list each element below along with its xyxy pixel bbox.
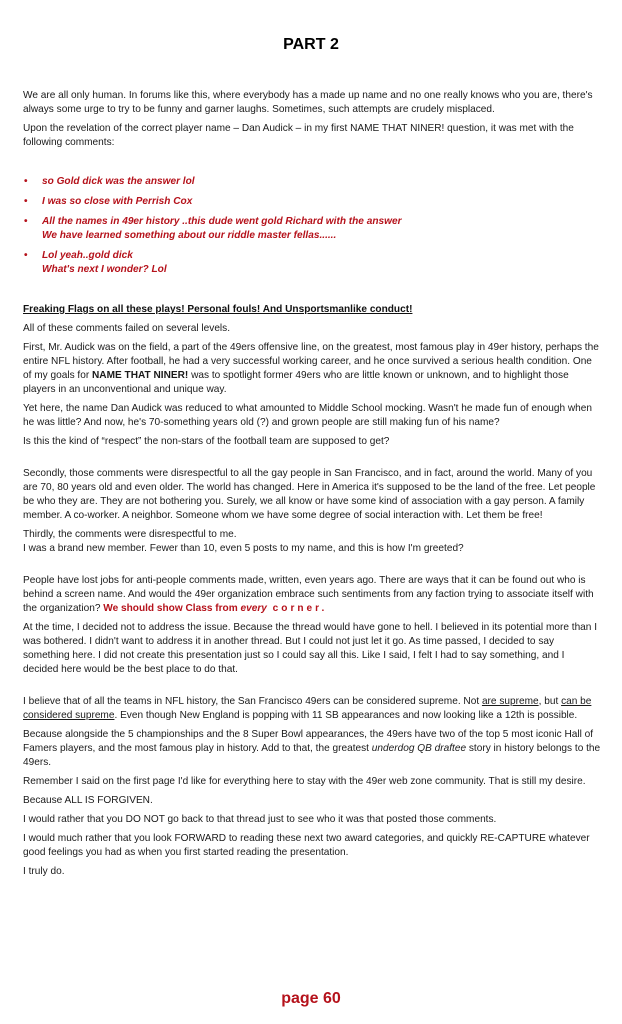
text-run: Thirdly, the comments were disrespectful to me.	[23, 529, 237, 540]
bullet-icon: •	[24, 176, 28, 187]
body-paragraph: Yet here, the name Dan Audick was reduced to what amounted to Middle School mocking. Wasn't he made fun of enough when he was little? And now, he's 70-something years old (?) and grown people are still making fun of his name?	[23, 403, 593, 428]
body-paragraph	[23, 528, 601, 556]
bullet-icon: •	[24, 196, 28, 207]
page-number: page 60	[281, 990, 341, 1007]
bullet-icon: •	[24, 216, 28, 227]
emphasis-text: We should show Class from	[103, 603, 241, 614]
text-run: First, Mr. Audick was on the field, a part of the 49ers offensive line, on the greatest, most famous play in 49er history, perhaps the entire NFL history. After football, he had a very successful working career, and he once survived a serious health condition. One of my goals for	[23, 342, 599, 381]
comment-text: We have learned something about our riddle master fellas......	[42, 230, 337, 241]
comment-text: Lol yeah..gold dick	[42, 250, 133, 261]
emphasis-text: every	[240, 603, 267, 614]
underlined-text: are supreme	[481, 696, 539, 707]
body-paragraph	[23, 695, 601, 723]
text-run: story in history belongs to the 49ers.	[23, 743, 601, 768]
body-paragraph: I would much rather that you look FORWARD to reading these next two award categories, and quickly RE-CAPTURE whatever good feelings you had as when you first started reading the presentation.	[23, 833, 590, 858]
italic-text: underdog QB draftee	[371, 743, 467, 754]
text-run: People have lost jobs for anti-people comments made, written, even years ago. There are ways that it can be found out who is behind a screen name. And would the 49er organization embrace such sentiments from any faction trying to associate itself with the organization?	[23, 575, 594, 614]
document-body	[23, 89, 601, 884]
page-title: PART 2	[283, 36, 339, 53]
underlined-text: can be considered supreme	[23, 696, 592, 721]
comment-text: All the names in 49er history ..this dude went gold Richard with the answer	[42, 216, 402, 227]
text-run: Because alongside the 5 championships and the 8 Super Bowl appearances, the 49ers have two of the top 5 most iconic Hall of Famers players, and the most famous play in history. Add to that, the greatest	[23, 729, 594, 754]
text-run: . Even though New England is popping with 11 SB appearances and now looking like a 12th is possible.	[114, 710, 578, 721]
comment-text: I was so close with Perrish Cox	[42, 196, 193, 207]
body-paragraph	[23, 728, 601, 770]
comment-text: so Gold dick was the answer lol	[42, 176, 195, 187]
text-run: I was a brand new member. Fewer than 10, even 5 posts to my name, and this is how I'm greeted?	[23, 543, 464, 554]
body-paragraph: Remember I said on the first page I'd like for everything here to stay with the 49er web zone community. That is still my desire.	[23, 776, 586, 787]
emphasis-text: corner.	[266, 603, 328, 614]
body-paragraph	[23, 574, 601, 616]
body-paragraph: At the time, I decided not to address the issue. Because the thread would have gone to hell. I believed in its potential more than I was bothered. I didn't want to address it in another thread. But I could not just let it go. As time passed, I decided to say something here. I did not create this presentation just so I could say all this. Like I said, I felt I had to say something, and I decided here would be the best place to do that.	[23, 622, 598, 675]
body-paragraph: Is this the kind of “respect” the non-stars of the football team are supposed to get?	[23, 436, 390, 447]
text-run: I believe that of all the teams in NFL history, the San Francisco 49ers can be considered supreme. Not	[23, 696, 482, 707]
bold-text: NAME THAT NINER!	[92, 370, 189, 381]
quoted-comment	[23, 215, 601, 243]
body-paragraph: I would rather that you DO NOT go back to that thread just to see who it was that posted those comments.	[23, 814, 497, 825]
body-paragraph	[23, 341, 601, 397]
bullet-icon: •	[24, 250, 28, 261]
intro-paragraph: We are all only human. In forums like this, where everybody has a made up name and no one really knows who you are, there's always some urge to try to be funny and garner laughs. Sometimes, such attempts are crudely misplaced.	[23, 90, 593, 115]
body-paragraph: Because ALL IS FORGIVEN.	[23, 795, 153, 806]
text-run: was to spotlight former 49ers who are little known or unknown, and to highlight those players in an unconventional and unique way.	[23, 370, 569, 395]
body-paragraph: I truly do.	[23, 866, 65, 877]
quoted-comment	[23, 249, 601, 277]
comment-text: What's next I wonder? Lol	[42, 264, 167, 275]
body-paragraph: Secondly, those comments were disrespectful to all the gay people in San Francisco, and in fact, around the world. Many of you are 70, 80 years old and even older. The world has changed. Here in America it's supposed to be the land of the free. Let people be who they are. They are not bothering you. Surely, we all know or have some kind of association with a gay person. A family member. A co-worker. A neighbor. Someone whom we have some degree of social interaction with. Let them be free!	[23, 468, 596, 521]
quoted-comment	[23, 195, 601, 209]
body-paragraph: All of these comments failed on several levels.	[23, 323, 231, 334]
quoted-comment	[23, 175, 601, 189]
quoted-comments-list	[23, 175, 601, 277]
section-heading: Freaking Flags on all these plays! Personal fouls! And Unsportsmanlike conduct!	[23, 304, 413, 315]
intro-paragraph: Upon the revelation of the correct player name – Dan Audick – in my first NAME THAT NINER! question, it was met with the following comments:	[23, 123, 574, 148]
text-run: , but	[538, 696, 562, 707]
